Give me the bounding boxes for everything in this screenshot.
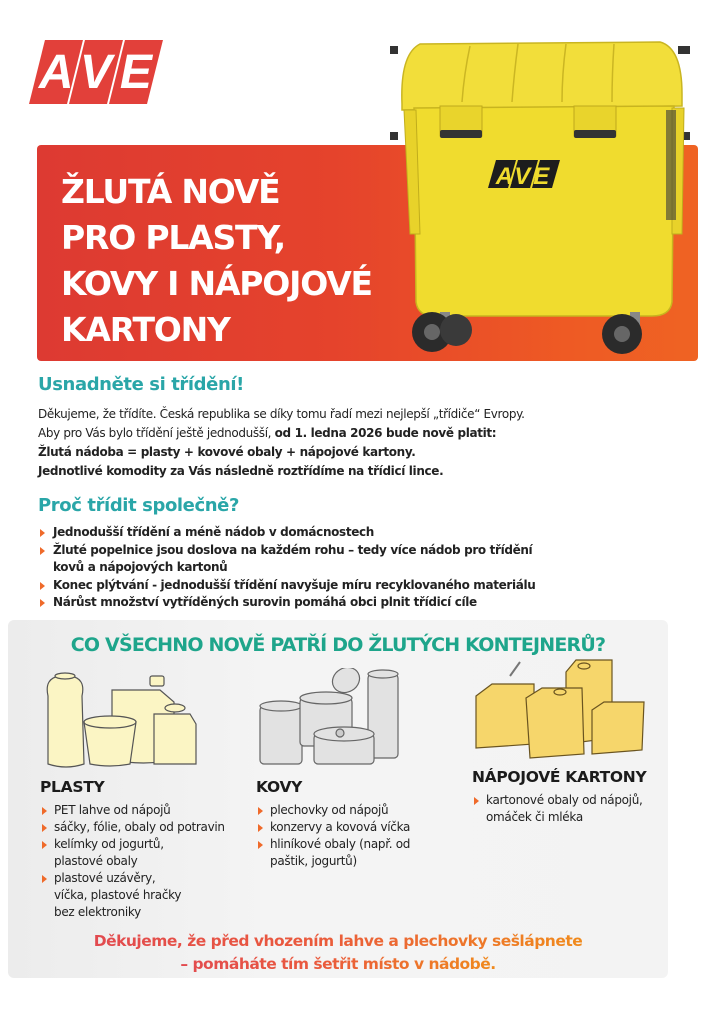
category-kovy xyxy=(256,668,456,870)
category-title: KOVY xyxy=(256,778,303,796)
yellow-bin-icon xyxy=(390,34,690,354)
category-title: PLASTY xyxy=(40,778,105,796)
intro-paragraph xyxy=(38,405,525,481)
hero-title-line: PRO PLASTY, xyxy=(61,218,285,257)
why-list-item: Žluté popelnice jsou doslova na každém rohu – tedy více nádob pro třídění kovů a nápojových kartonů xyxy=(38,542,558,577)
hero-title-line: ŽLUTÁ NOVĚ xyxy=(61,172,280,211)
ave-logo xyxy=(37,40,155,104)
hero-title-line: KOVY I NÁPOJOVÉ xyxy=(61,264,372,303)
category-items xyxy=(472,792,662,826)
category-item: kelímky od jogurtů, plastové obaly xyxy=(40,836,210,870)
thanks-line: Děkujeme, že před vhozením lahve a plechovky sešlápnete xyxy=(94,930,583,953)
hero-title xyxy=(61,169,372,353)
category-napojove-kartony xyxy=(472,658,662,826)
logo-letter-a: A xyxy=(29,40,83,104)
effective-date-text: od 1. ledna 2026 bude nově platit: xyxy=(274,426,497,440)
hero-title-line: KARTONY xyxy=(61,310,230,349)
category-items xyxy=(40,802,240,921)
logo-letter-e: E xyxy=(109,40,163,104)
thanks-line: – pomáháte tím šetřit místo v nádobě. xyxy=(180,953,495,976)
why-heading: Proč třídit společně? xyxy=(38,495,240,516)
thanks-message xyxy=(8,930,668,976)
category-item: konzervy a kovová víčka xyxy=(256,819,456,836)
intro-line-bold: Žlutá nádoba = plasty + kovové obaly + nápojové kartony. xyxy=(38,445,416,459)
category-title: NÁPOJOVÉ KARTONY xyxy=(472,768,647,786)
svg-text:AVE: AVE xyxy=(495,163,553,190)
why-list-item: Jednodušší třídění a méně nádob v domácnostech xyxy=(38,524,598,542)
category-item: PET lahve od nápojů xyxy=(40,802,240,819)
metal-cans-icon xyxy=(256,668,426,772)
containers-box xyxy=(8,620,668,978)
intro-line: Aby pro Vás bylo třídění ještě jednodušší, od 1. ledna 2026 bude nově platit: xyxy=(38,426,497,440)
plastic-bottles-icon xyxy=(40,668,220,772)
category-items xyxy=(256,802,456,870)
category-item: sáčky, fólie, obaly od potravin xyxy=(40,819,240,836)
why-list-item: Nárůst množství vytříděných surovin pomáhá obci plnit třídicí cíle xyxy=(38,594,598,612)
intro-line-bold: Jednotlivé komodity za Vás následně roztřídíme na třídicí lince. xyxy=(38,464,444,478)
why-list xyxy=(38,524,598,612)
category-item: kartonové obaly od nápojů, omáček či mléka xyxy=(472,792,652,826)
category-item: plechovky od nápojů xyxy=(256,802,456,819)
category-plasty xyxy=(40,668,240,921)
category-item: hliníkové obaly (např. od paštik, jogurtů) xyxy=(256,836,426,870)
beverage-cartons-icon xyxy=(472,658,652,762)
intro-line: Děkujeme, že třídíte. Česká republika se díky tomu řadí mezi nejlepší „třídiče“ Evropy. xyxy=(38,407,525,421)
bin-ave-label xyxy=(488,160,560,190)
intro-heading: Usnadněte si třídění! xyxy=(38,374,244,395)
logo-letter-v: V xyxy=(69,40,123,104)
why-list-item: Konec plýtvání - jednodušší třídění navyšuje míru recyklovaného materiálu xyxy=(38,577,598,595)
containers-heading: CO VŠECHNO NOVĚ PATŘÍ DO ŽLUTÝCH KONTEJNERŮ? xyxy=(70,634,606,656)
category-item: plastové uzávěry, víčka, plastové hračky bez elektroniky xyxy=(40,870,190,921)
